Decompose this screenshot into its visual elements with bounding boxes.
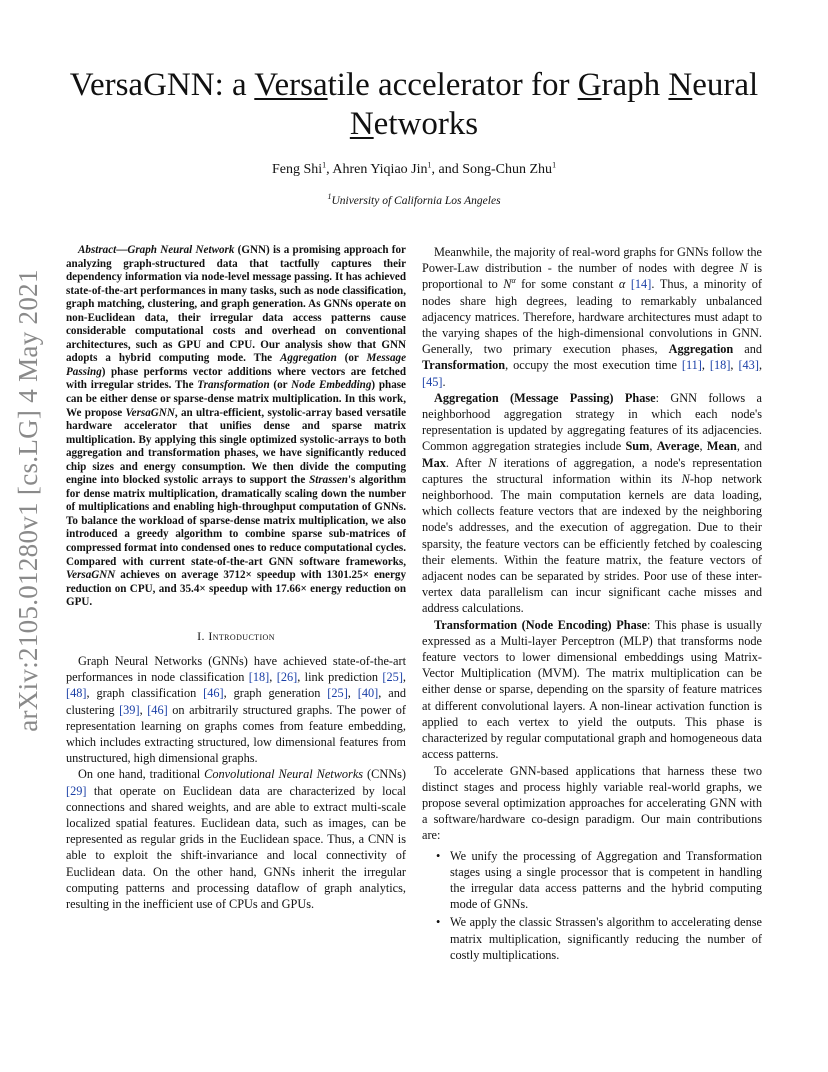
- citation-link[interactable]: [45]: [422, 374, 443, 389]
- text: is proportional to: [422, 261, 762, 292]
- aggregation-paragraph: [422, 390, 762, 617]
- text: ,: [139, 702, 148, 717]
- text: and: [733, 342, 762, 357]
- italic-term: Convolutional Neural Networks: [204, 767, 364, 782]
- citation-link[interactable]: [43]: [738, 358, 759, 373]
- italic-term: Graph Neural Network: [127, 244, 235, 256]
- text: (CNNs): [363, 767, 406, 782]
- math-var: α: [511, 276, 516, 286]
- text: , graph classification: [86, 686, 204, 701]
- abstract-text: 's algorithm for dense matrix multiplication, dramatically scaling down the number of multiplications and enabling high-throughput computation of GNNs. To balance the workload of sparse-dense matrix multiplication, we also introduced a greedy algorithm to combine sparse sub-matrices of compressed format into condensed ones to reduce computational cycles. Compared with current state-of-the-art GNN software frameworks,: [66, 474, 406, 568]
- abstract: [66, 244, 406, 610]
- text: ,: [649, 439, 657, 454]
- separator: , and: [431, 162, 463, 177]
- title-part: VersaGNN: a: [69, 67, 255, 103]
- abstract-label: Abstract: [78, 244, 117, 256]
- abstract-text: ) phase performs vector additions where vectors are fetched with irregular strides. The: [66, 365, 406, 392]
- paragraph-heading: Aggregation (Message Passing) Phase: [434, 390, 656, 405]
- math-var: N: [488, 455, 497, 470]
- citation-link[interactable]: [25]: [327, 686, 348, 701]
- abstract-text: ) phase can be either dense or sparse-dense matrix multiplication. In this work, We propose: [66, 379, 406, 419]
- text: : GNN follows a neighborhood aggregation strategy in which each node's representation is updated by aggregating features of its adjacencies. Common aggregation strategies include: [422, 390, 762, 454]
- text: Meanwhile, the majority of real-word graphs for GNNs follow the Power-Law distribution - the number of nodes with degree: [422, 245, 762, 276]
- intro-paragraph-2: [66, 766, 406, 912]
- italic-term: Transformation: [197, 379, 270, 392]
- text: Graph Neural Networks (GNNs) have achieved state-of-the-art performances in node classification: [66, 653, 406, 685]
- italic-term: Message Passing: [66, 352, 406, 378]
- text: for some constant: [515, 277, 619, 292]
- math-var: N: [739, 261, 748, 276]
- citation-link[interactable]: [46]: [203, 686, 224, 701]
- text: , link prediction: [297, 670, 383, 685]
- author-list: [0, 162, 828, 178]
- text: that operate on Euclidean data are characterized by local connections and shared weights, and are able to extract multi-scale localized spatial features. Euclidean data, such as images, can be represented as regular grids in the Euclidean space. Thus, a CNN is able to exploit the shift-invariance and local connectivity of Euclidean data. On the other hand, GNNs inherit the irregular computing patterns and processing dataflow of graph analytics, resulting in the inefficient use of CPUs and GPUs.: [66, 783, 406, 912]
- list-item-text: We unify the processing of Aggregation and Transformation stages using a single processor that is competent in handling the irregular data access patterns and the hybrid computing mode of GNNs.: [450, 848, 762, 912]
- abstract-text: (or: [336, 352, 367, 365]
- title-part: N: [668, 67, 693, 103]
- title-part: tile accelerator for: [327, 67, 578, 103]
- title-part: N: [349, 106, 374, 142]
- italic-term: Node Embedding: [291, 379, 372, 392]
- text: ,: [269, 670, 277, 685]
- author-name: Song-Chun Zhu: [462, 162, 553, 177]
- text: on arbitrarily structured graphs. The power of representation learning on graphs comes from feature embedding, which includes extracting structured, low dimensional features from unstructured, high dimensional graphs.: [66, 702, 406, 766]
- math-var: N: [681, 471, 690, 486]
- intro-paragraph-1: [66, 653, 406, 766]
- bold-term: Average: [656, 439, 700, 454]
- citation-link[interactable]: [18]: [248, 670, 270, 685]
- author-name: Ahren Yiqiao Jin: [332, 162, 428, 177]
- title-part: etworks: [373, 106, 479, 142]
- affiliation: [0, 192, 828, 207]
- right-column: [422, 244, 762, 965]
- abstract-text: (GNN) is a promising approach for analyzing graph-structured data that tactfully captures their dependency information via node-level message passing. It has achieved state-of-the-art performances in many tasks, such as node classification, graph matching, clustering, and graph generation. As GNNs operate on non-Euclidean data, their irregular data access patterns cause considerable computational costs and overhead on conventional architectures, such as GPU and CPU. Our analysis show that GNN adopts a hybrid computing mode. The: [66, 244, 406, 365]
- text: iterations of aggregation, a node's representation captures the structural information within its: [422, 455, 762, 486]
- text: ,: [402, 670, 406, 685]
- power-law-paragraph: [422, 244, 762, 390]
- paragraph-heading: Transformation (Node Encoding) Phase: [434, 617, 647, 632]
- citation-link[interactable]: [25]: [382, 670, 403, 685]
- title-part: eural: [692, 67, 759, 103]
- text: ,: [699, 439, 707, 454]
- math-var: N: [503, 277, 512, 292]
- text: To accelerate GNN-based applications that harness these two distinct stages and process highly variable real-world graphs, we propose several optimization approaches for accelerating GNN with a software/hardware co-design paradigm. Our main contributions are:: [422, 763, 762, 843]
- bullet-icon: •: [436, 848, 441, 863]
- text: . Thus, a minority of nodes share high degrees, leading to remarkably unbalanced adjacency matrices. Therefore, hardware architectures must adapt to the varying shapes of the high-dimensional convolutions in GNN. Generally, two primary execution phases,: [422, 277, 762, 357]
- abstract-text: , an ultra-efficient, systolic-array based versatile hardware accelerator that unifies dense and sparse matrix multiplication. By applying this single optimized systolic-arrays to both aggregation and transformation phases, we have significantly reduced chip sizes and energy consumption. We then divide the computing engine into blocked systolic arrays to support the: [66, 406, 407, 487]
- section-heading: [66, 628, 406, 644]
- affiliation-mark: 1: [427, 160, 432, 170]
- separator: ,: [326, 162, 333, 177]
- text: , and: [736, 439, 762, 454]
- italic-term: VersaGNN: [66, 569, 116, 582]
- text: ,: [347, 686, 358, 701]
- italic-term: VersaGNN: [125, 406, 175, 419]
- citation-link[interactable]: [14]: [630, 277, 652, 292]
- italic-term: Strassen: [309, 474, 348, 487]
- text: .: [442, 374, 446, 389]
- italic-term: Aggregation: [280, 352, 337, 365]
- text: ,: [758, 358, 763, 373]
- author-name: Feng Shi: [271, 162, 323, 177]
- contributions-intro-paragraph: [422, 763, 762, 844]
- text: -hop network neighborhood. The main computation kernels are data loading, which collects feature vectors that are indexed by the neighboring node's addresses, and the execution of aggregation. Due to their sparsity, the feature vectors can be efficiently fetched by coalescing their elements. Within the feature matrix, the feature vectors of adjacent nodes can be separated by strides. Poor use of these inter-vertex data parallelism can incur significant cache misses and address calculations.: [422, 471, 762, 616]
- affiliation-mark: 1: [322, 160, 327, 170]
- affiliation-mark: 1: [327, 192, 332, 202]
- arxiv-identifier: arXiv:2105.01280v1 [cs.LG] 4 May 2021: [12, 268, 43, 732]
- list-item-text: We apply the classic Strassen's algorithm to accelerating dense matrix multiplication, significantly reducing the number of costly multiplications.: [450, 915, 762, 962]
- text: ,: [701, 358, 710, 373]
- bold-term: Aggregation: [668, 342, 734, 357]
- bullet-icon: •: [436, 915, 441, 930]
- affiliation-text: University of California Los Angeles: [331, 195, 501, 207]
- text: : This phase is usually expressed as a Multi-layer Perceptron (MLP) that transforms node feature vectors to lower dimensional embeddings using Matrix-Vector Multiplication (MVM). The matrix multiplication can be either dense or sparse, depending on the sparsity of feature matrices at different convolutional layers. A non-linear activation function is applied to each vertex to yield the outputs. This phase is characterized by regular computational graph and homogeneous data access patterns.: [422, 617, 763, 762]
- citation-link[interactable]: [39]: [119, 702, 140, 717]
- citation-link[interactable]: [11]: [681, 358, 702, 373]
- text: On one hand, traditional: [78, 767, 205, 782]
- bold-term: Transformation: [422, 358, 506, 373]
- text: ,: [730, 358, 739, 373]
- citation-link[interactable]: [40]: [357, 686, 379, 701]
- left-column: [66, 244, 406, 912]
- affiliation-mark: 1: [552, 160, 557, 170]
- title-part: Versa: [254, 67, 328, 103]
- paper-title: [60, 66, 768, 144]
- text: , and clustering: [66, 686, 406, 717]
- section-numeral: I.: [197, 628, 209, 643]
- dash: —: [116, 244, 128, 256]
- list-item: [422, 914, 762, 963]
- math-var: α: [618, 277, 626, 292]
- transformation-paragraph: [422, 617, 762, 763]
- list-item: [422, 848, 762, 913]
- citation-link[interactable]: [18]: [709, 358, 731, 373]
- citation-link[interactable]: [46]: [147, 702, 168, 717]
- abstract-text: achieves on average 3712× speedup with 1301.25× energy reduction on CPU, and 35.4× speedup with 17.66× energy reduction on GPU.: [66, 569, 406, 609]
- bold-term: Max: [422, 455, 446, 470]
- citation-link[interactable]: [26]: [276, 670, 298, 685]
- citation-link[interactable]: [29]: [66, 783, 87, 798]
- arxiv-side-stamp: [6, 220, 50, 780]
- text: , occupy the most execution time: [505, 358, 682, 373]
- bold-term: Sum: [625, 439, 650, 454]
- text: , graph generation: [223, 686, 328, 701]
- contributions-list: [422, 848, 762, 963]
- section-title: Introduction: [208, 628, 275, 643]
- citation-link[interactable]: [48]: [66, 686, 87, 701]
- title-part: raph: [601, 67, 669, 103]
- title-part: G: [577, 67, 602, 103]
- abstract-text: (or: [269, 379, 292, 392]
- bold-term: Mean: [706, 439, 737, 454]
- text: . After: [445, 455, 489, 470]
